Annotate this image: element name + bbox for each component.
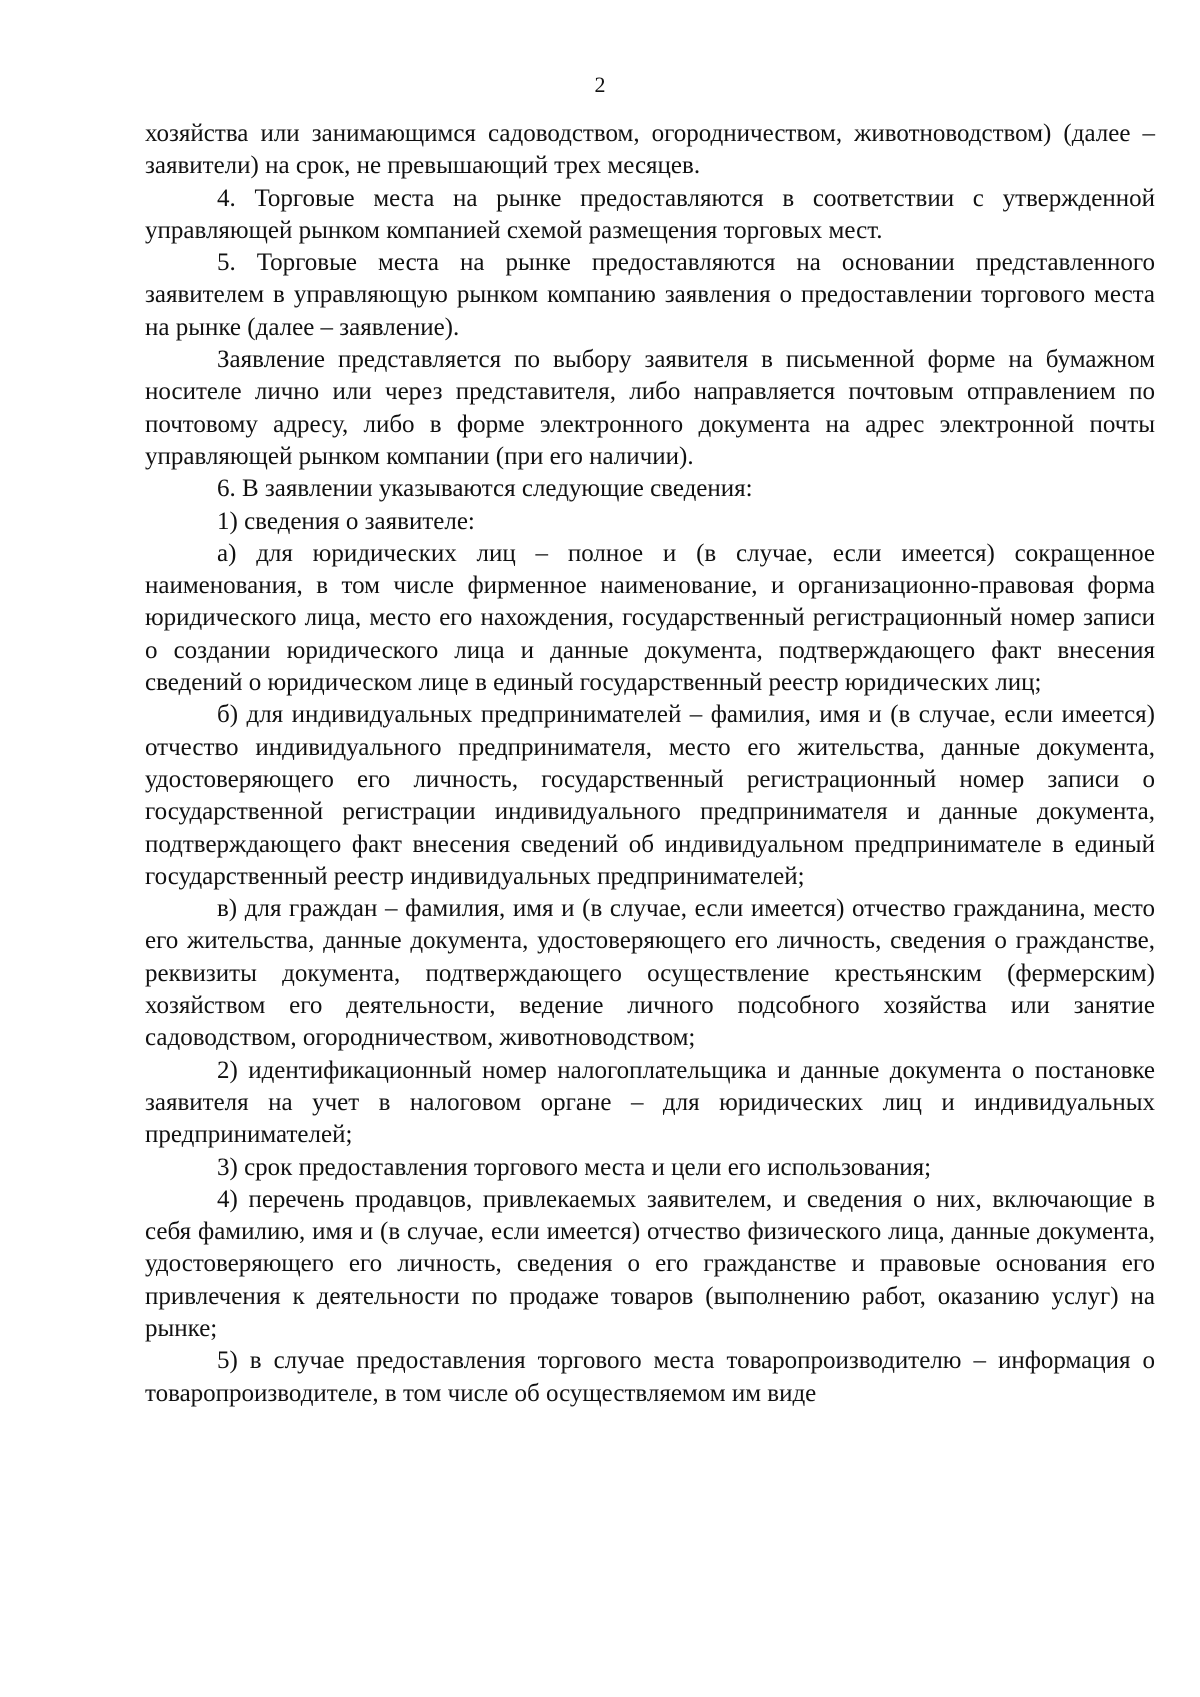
paragraph-subitem-4: 4) перечень продавцов, привлекаемых заявителем, и сведения о них, включающие в себя фамилию, имя и (в случае, если имеется) отчество физического лица, данные документа, удостоверяющего его личность, сведения о его гражданстве и правовые основания его привлечения к деятельности по продаже товаров (выполнению работ, оказанию услуг) на рынке;: [145, 1185, 1155, 1342]
paragraph-subitem-b: б) для индивидуальных предпринимателей – фамилия, имя и (в случае, если имеется) отчество индивидуального предпринимателя, место его жительства, данные документа, удостоверяющего его личность, государственный регистрационный номер записи о государственной регистрации индивидуального предпринимателя и данные документа, подтверждающего факт внесения сведений об индивидуальном предпринимателе в единый государственный реестр индивидуальных предпринимателей;: [145, 701, 1155, 890]
paragraph-subitem-1: 1) сведения о заявителе:: [217, 507, 475, 535]
paragraph-intro-continuation: хозяйства или занимающимся садоводством, огородничеством, животноводством) (далее – заявители) на срок, не превышающий трех месяцев.: [145, 120, 1155, 180]
paragraph-item-5: 5. Торговые места на рынке предоставляются на основании представленного заявителем в управляющую рынком компанию заявления о предоставлении торгового места на рынке (далее – заявление).: [145, 249, 1155, 341]
page-number: 2: [594, 72, 606, 97]
paragraph-subitem-2: 2) идентификационный номер налогоплательщика и данные документа о постановке заявителя на учет в налоговом органе – для юридических лиц и индивидуальных предпринимателей;: [145, 1056, 1155, 1149]
paragraph-item-6: 6. В заявлении указываются следующие сведения:: [217, 475, 753, 503]
paragraph-application-form: Заявление представляется по выбору заявителя в письменной форме на бумажном носителе лично или через представителя, либо направляется почтовым отправлением по почтовому адресу, либо в форме электронного документа на адрес электронной почты управляющей рынком компании (при его наличии).: [145, 346, 1155, 470]
paragraph-subitem-3: 3) срок предоставления торгового места и цели его использования;: [217, 1153, 932, 1181]
paragraph-item-4: 4. Торговые места на рынке предоставляются в соответствии с утвержденной управляющей рынком компанией схемой размещения торговых мест.: [145, 184, 1155, 244]
paragraph-subitem-v: в) для граждан – фамилия, имя и (в случае, если имеется) отчество гражданина, место его жительства, данные документа, удостоверяющего его личность, сведения о гражданстве, реквизиты документа, подтверждающего осуществление крестьянским (фермерским) хозяйством его деятельности, ведение личного подсобного хозяйства или занятие садоводством, огородничеством, животноводством;: [145, 895, 1155, 1052]
document-body: [145, 118, 1155, 1410]
paragraph-subitem-5: 5) в случае предоставления торгового места товаропроизводителю – информация о товаропроизводителе, в том числе об осуществляемом им виде: [145, 1347, 1155, 1407]
paragraph-subitem-a: а) для юридических лиц – полное и (в случае, если имеется) сокращенное наименования, в том числе фирменное наименование, и организационно-правовая форма юридического лица, место его нахождения, государственный регистрационный номер записи о создании юридического лица и данные документа, подтверждающего факт внесения сведений о юридическом лице в единый государственный реестр юридических лиц;: [145, 539, 1155, 697]
